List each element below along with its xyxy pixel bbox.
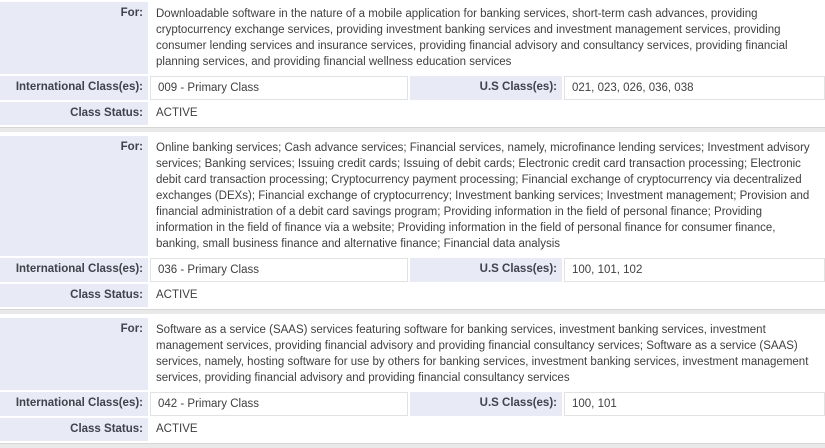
class-status-label: Class Status: (0, 102, 148, 125)
us-class-value: 100, 101 (564, 392, 825, 416)
status-row (0, 102, 825, 125)
classification-section-3 (0, 318, 825, 441)
status-row (0, 418, 825, 441)
for-label: For: (0, 2, 148, 74)
international-class-value: 036 - Primary Class (150, 258, 408, 282)
class-row (0, 392, 825, 416)
class-status-label: Class Status: (0, 284, 148, 307)
international-class-label: International Class(es): (0, 392, 148, 416)
class-status-value: ACTIVE (150, 102, 825, 125)
us-class-label: U.S Class(es): (410, 76, 562, 100)
for-row (0, 136, 825, 256)
goods-services-description: Online banking services; Cash advance services; Financial services, namely, microfinance lending services; Investment advisory services; Banking services; Issuing credit cards; Issuing of debit cards; Electronic credit card transaction processing; Electronic debit card transaction processing; Cryptocurrency payment processing; Financial exchange of cryptocurrency via decentralized exchanges (DEXs); Financial exchange of cryptocurrency; Investment banking services; Investment management; Provision and financial administration of a debit card savings program; Providing information in the field of personal finance; Providing information in the field of finance via a website; Providing information in the field of personal finance for consumer finance, banking, small business finance and alternative finance; Financial data analysis (150, 136, 825, 256)
for-row (0, 2, 825, 74)
classification-section-1 (0, 2, 825, 125)
class-row (0, 76, 825, 100)
goods-services-description: Software as a service (SAAS) services featuring software for banking services, investment banking services, investment management services, providing financial advisory and providing financial consultancy services; Software as a service (SAAS) services, namely, hosting software for use by others for banking services, investment banking services, investment management services, providing financial advisory and providing financial consultancy services (150, 318, 825, 390)
for-row (0, 318, 825, 390)
classification-section-2 (0, 136, 825, 307)
us-class-value: 021, 023, 026, 036, 038 (564, 76, 825, 100)
section-divider (0, 443, 825, 448)
international-class-label: International Class(es): (0, 258, 148, 282)
section-divider (0, 127, 825, 132)
class-row (0, 258, 825, 282)
status-row (0, 284, 825, 307)
goods-services-description: Downloadable software in the nature of a mobile application for banking services, short-term cash advances, providing cryptocurrency exchange services, providing investment banking services and investment management services, providing consumer lending services and insurance services, providing financial advisory and consultancy services, providing financial planning services, and providing financial wellness education services (150, 2, 825, 74)
class-status-label: Class Status: (0, 418, 148, 441)
us-class-label: U.S Class(es): (410, 392, 562, 416)
us-class-label: U.S Class(es): (410, 258, 562, 282)
international-class-value: 009 - Primary Class (150, 76, 408, 100)
international-class-value: 042 - Primary Class (150, 392, 408, 416)
class-status-value: ACTIVE (150, 418, 825, 441)
section-divider (0, 309, 825, 314)
us-class-value: 100, 101, 102 (564, 258, 825, 282)
for-label: For: (0, 136, 148, 256)
for-label: For: (0, 318, 148, 390)
international-class-label: International Class(es): (0, 76, 148, 100)
class-status-value: ACTIVE (150, 284, 825, 307)
